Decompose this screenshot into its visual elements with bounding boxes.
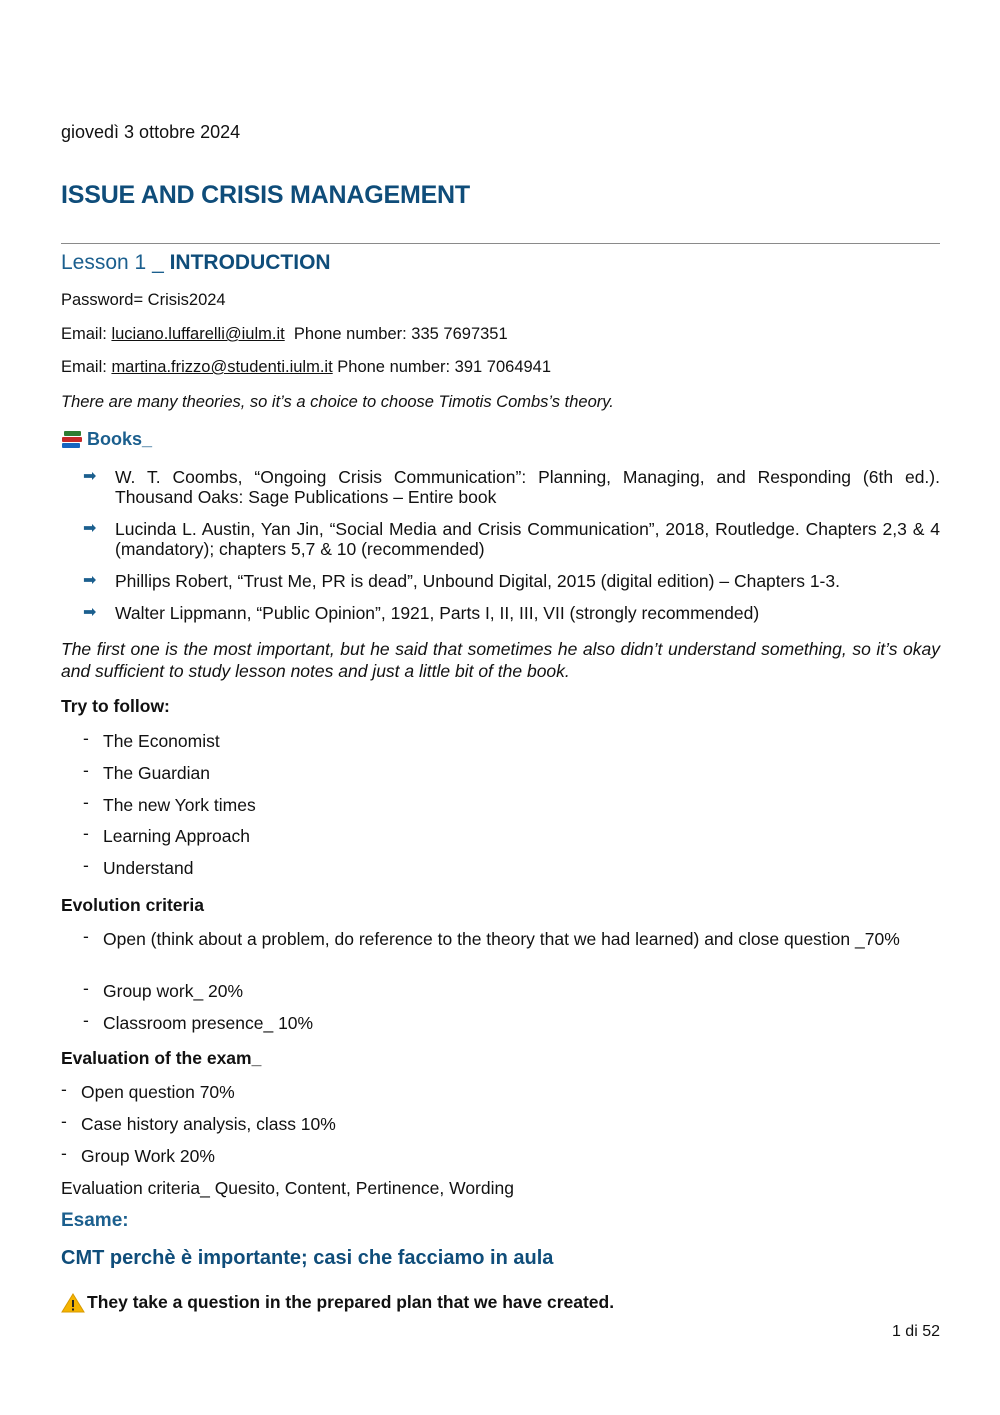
email-label: Email: (61, 325, 112, 343)
follow-heading: Try to follow: (61, 696, 170, 716)
book-item: ➡ Walter Lippmann, “Public Opinion”, 1921, Parts I, II, III, VII (strongly recommended) (83, 603, 760, 623)
arrow-right-icon: ➡ (83, 604, 97, 621)
document-date: giovedì 3 ottobre 2024 (61, 122, 241, 142)
contact-line-1 (61, 325, 508, 344)
lesson-name: INTRODUCTION (169, 251, 331, 274)
password-line: Password= Crisis2024 (61, 291, 226, 309)
cmt-heading: CMT perchè è importante; casi che facciamo in aula (61, 1247, 554, 1269)
follow-item: - The Economist (83, 728, 220, 751)
books-icon (61, 430, 83, 450)
document-title: ISSUE AND CRISIS MANAGEMENT (61, 181, 470, 209)
book-item: ➡ Phillips Robert, “Trust Me, PR is dead”, Unbound Digital, 2015 (digital edition) – Chapters 1-3. (83, 571, 840, 591)
evolution-item: - Group work_ 20% (83, 978, 244, 1001)
follow-item: - The Guardian (83, 760, 211, 783)
exam-criteria: Evaluation criteria_ Quesito, Content, Pertinence, Wording (61, 1178, 514, 1198)
lesson-heading (61, 251, 331, 275)
arrow-right-icon: ➡ (83, 572, 97, 589)
arrow-right-icon: ➡ (83, 520, 97, 537)
books-heading (61, 429, 152, 450)
books-note: The first one is the most important, but he said that sometimes he also didn’t understand something, so it’s okay and sufficient to study lesson notes and just a little bit of the book. (61, 639, 940, 681)
contact-line-2 (61, 358, 551, 377)
exam-item: - Case history analysis, class 10% (61, 1111, 336, 1134)
esame-heading: Esame: (61, 1210, 129, 1231)
lesson-prefix: Lesson 1 _ (61, 251, 170, 274)
divider (61, 243, 940, 244)
arrow-right-icon: ➡ (83, 468, 97, 485)
email-link-frizzo[interactable]: martina.frizzo@studenti.iulm.it (111, 358, 333, 376)
evolution-item: - Open (think about a problem, do reference to the theory that we had learned) and close question _70% (83, 926, 900, 949)
evolution-item: - Classroom presence_ 10% (83, 1010, 314, 1033)
book-item: ➡ Lucinda L. Austin, Yan Jin, “Social Media and Crisis Communication”, 2018, Routledge. Chapters 2,3 & 4 (mandatory); chapters 5,7 & 10 (recommended) (83, 519, 940, 559)
books-heading-label: Books_ (87, 429, 153, 449)
exam-item: - Group Work 20% (61, 1143, 215, 1166)
follow-item: - Understand (83, 855, 194, 878)
email-label: Email: (61, 358, 112, 376)
warning-text: They take a question in the prepared plan that we have created. (87, 1292, 615, 1312)
warning-line (61, 1292, 614, 1313)
phone-number: Phone number: 391 7064941 (332, 358, 552, 376)
book-item: ➡ W. T. Coombs, “Ongoing Crisis Communication”: Planning, Managing, and Responding (6th ed.). Thousand Oaks: Sage Publications – Entire book (83, 467, 940, 507)
warning-icon (61, 1293, 85, 1313)
email-link-luffarelli[interactable]: luciano.luffarelli@iulm.it (111, 325, 285, 343)
phone-number: Phone number: 335 7697351 (284, 325, 508, 343)
follow-item: - The new York times (83, 792, 256, 815)
page-number: 1 di 52 (891, 1323, 940, 1340)
exam-item: - Open question 70% (61, 1079, 235, 1102)
evolution-heading: Evolution criteria (61, 895, 204, 915)
follow-item: - Learning Approach (83, 823, 250, 846)
exam-heading: Evaluation of the exam_ (61, 1048, 262, 1068)
theory-note: There are many theories, so it’s a choice to choose Timotis Combs’s theory. (61, 393, 614, 411)
